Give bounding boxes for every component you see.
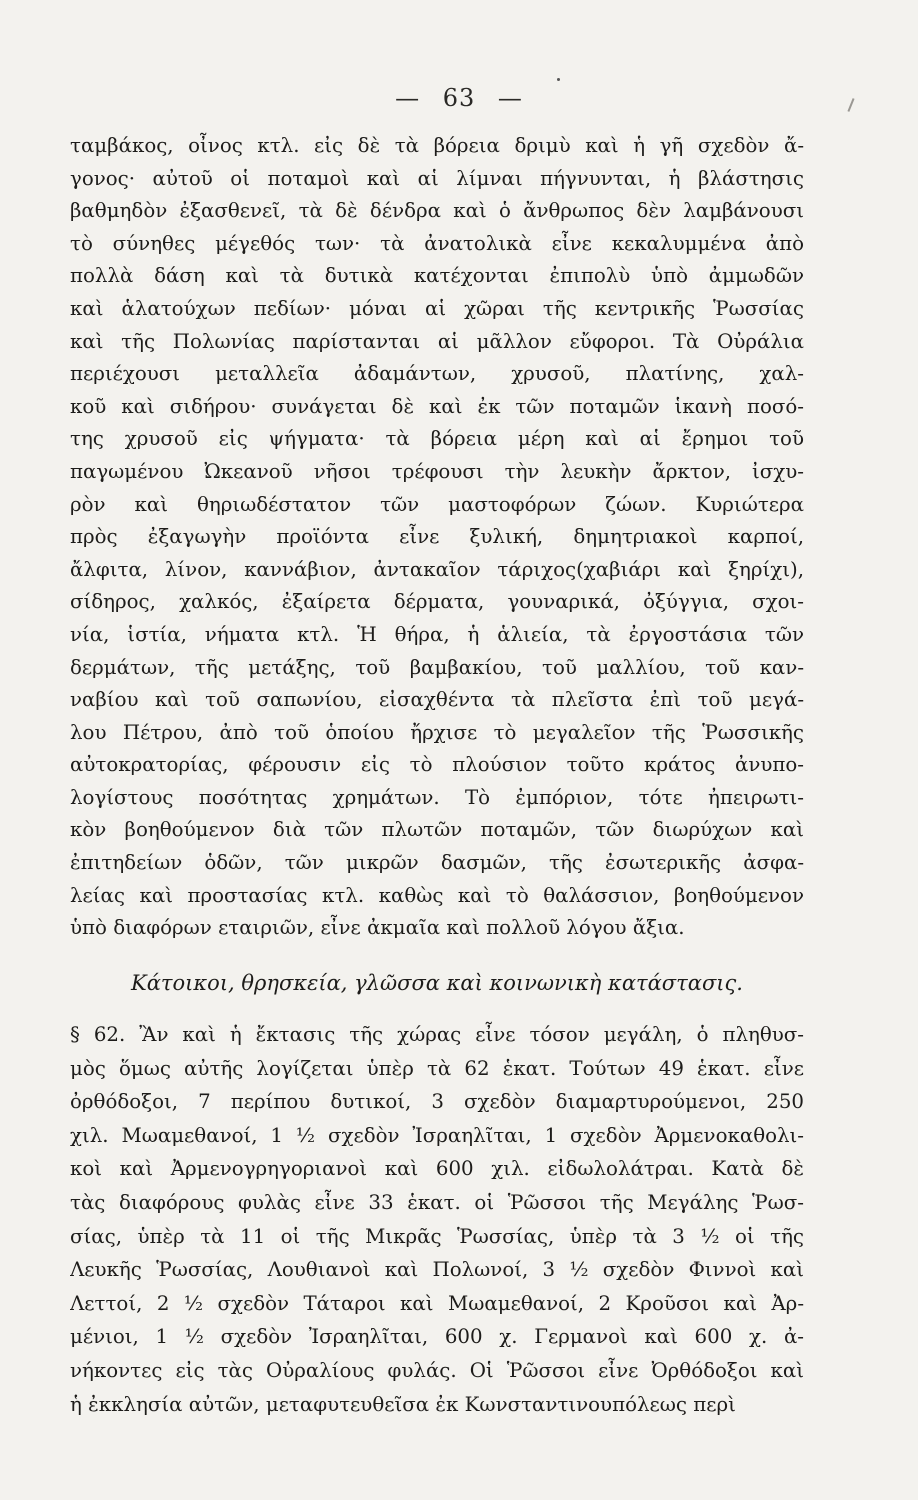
text-line: μένιοι, 1 ½ σχεδὸν Ἰσραηλῖται, 600 χ. Γερμανοὶ καὶ 600 χ. ἀ- (70, 1325, 804, 1349)
text-line: νία, ἱστία, νήματα κτλ. Ἡ θήρα, ἡ ἁλιεία, τὰ ἐργοστάσια τῶν (70, 622, 804, 646)
text-line: δερμάτων, τῆς μετάξης, τοῦ βαμβακίου, τοῦ μαλλίου, τοῦ καν- (70, 655, 804, 679)
text-line: § 62. Ἂν καὶ ἡ ἔκτασις τῆς χώρας εἶνε τόσον μεγάλη, ὁ πληθυσ- (70, 1023, 804, 1046)
text-line: περιέχουσι μεταλλεῖα ἀδαμάντων, χρυσοῦ, πλατίνης, χαλ- (70, 362, 804, 386)
text-line: πολλὰ δάση καὶ τὰ δυτικὰ κατέχονται ἐπιπολὺ ὑπὸ ἀμμωδῶν (70, 264, 804, 288)
text-line: ρὸν καὶ θηριωδέστατον τῶν μαστοφόρων ζώων. Κυριώτερα (70, 492, 804, 516)
text-line: χιλ. Μωαμεθανοί, 1 ½ σχεδὸν Ἰσραηλῖται, 1 σχεδὸν Ἀρμενοκαθολι- (70, 1123, 804, 1147)
text-line: νήκοντες εἰς τὰς Οὐραλίους φυλάς. Οἱ Ῥῶσσοι εἶνε Ὀρθόδοξοι καὶ (70, 1358, 804, 1382)
text-line: πρὸς ἐξαγωγὴν προϊόντα εἶνε ξυλική, δημητριακοὶ καρποί, (70, 525, 804, 549)
page-number: 63 (442, 84, 476, 112)
header-dash-left: — (395, 84, 421, 112)
text-line: ὀρθόδοξοι, 7 περίπου δυτικοί, 3 σχεδὸν διαμαρτυρούμενοι, 250 (70, 1090, 804, 1114)
text-line: σίδηρος, χαλκός, ἐξαίρετα δέρματα, γουναρικά, ὀξύγγια, σχοι- (70, 590, 804, 614)
text-line: λου Πέτρου, ἀπὸ τοῦ ὁποίου ἤρχισε τὸ μεγαλεῖον τῆς Ῥωσσικῆς (70, 720, 804, 744)
text-line: κοὶ καὶ Ἀρμενογρηγοριανοὶ καὶ 600 χιλ. εἰδωλολάτραι. Κατὰ δὲ (70, 1157, 804, 1181)
page-number-header (0, 84, 918, 112)
text-line: τὰς διαφόρους φυλὰς εἶνε 33 ἑκατ. οἱ Ῥῶσσοι τῆς Μεγάλης Ῥωσ- (70, 1190, 804, 1214)
section-heading: Κάτοικοι, θρησκεία, γλῶσσα καὶ κοινωνικὴ κατάστασις. (131, 971, 743, 995)
header-dash-right: — (497, 84, 523, 112)
paragraph-main-text (70, 130, 804, 945)
text-line: καὶ ἁλατούχων πεδίων· μόναι αἱ χῶραι τῆς κεντρικῆς Ῥωσσίας (70, 296, 804, 320)
text-line: γονος· αὐτοῦ οἱ ποταμοὶ καὶ αἱ λίμναι πήγνυνται, ἡ βλάστησις (70, 166, 804, 190)
text-line: ἄλφιτα, λίνον, καννάβιον, ἀντακαῖον τάριχος(χαβιάρι καὶ ξηρίχι), (70, 557, 804, 581)
text-line: μὸς ὅμως αὐτῆς λογίζεται ὑπὲρ τὰ 62 ἑκατ. Τούτων 49 ἑκατ. εἶνε (70, 1056, 804, 1080)
text-line: ναβίου καὶ τοῦ σαπωνίου, εἰσαχθέντα τὰ πλεῖστα ἐπὶ τοῦ μεγά- (70, 688, 804, 712)
text-line: της χρυσοῦ εἰς ψήγματα· τὰ βόρεια μέρη καὶ αἱ ἔρημοι τοῦ (70, 427, 804, 451)
text-line: ἐπιτηδείων ὁδῶν, τῶν μικρῶν δασμῶν, τῆς ἐσωτερικῆς ἀσφα- (70, 851, 804, 875)
text-line: αὐτοκρατορίας, φέρουσιν εἰς τὸ πλούσιον τοῦτο κράτος ἀνυπο- (70, 753, 804, 777)
text-line: βαθμηδὸν ἐξασθενεῖ, τὰ δὲ δένδρα καὶ ὁ ἄνθρωπος δὲν λαμβάνουσι (70, 199, 804, 223)
text-line: τὸ σύνηθες μέγεθός των· τὰ ἀνατολικὰ εἶνε κεκαλυμμένα ἀπὸ (70, 231, 804, 255)
text-line: καὶ τῆς Πολωνίας παρίστανται αἱ μᾶλλον εὔφοροι. Τὰ Οὐράλια (70, 329, 804, 353)
text-line: ταμβάκος, οἶνος κτλ. εἰς δὲ τὰ βόρεια δριμὺ καὶ ἡ γῆ σχεδὸν ἄ- (70, 134, 804, 157)
text-line: ἡ ἐκκλησία αὐτῶν, μεταφυτευθεῖσα ἐκ Κωνσταντινουπόλεως περὶ (70, 1392, 736, 1416)
text-line: λείας καὶ προστασίας κτλ. καθὼς καὶ τὸ θαλάσσιον, βοηθούμενον (70, 883, 804, 907)
text-line: σίας, ὑπὲρ τὰ 11 οἱ τῆς Μικρᾶς Ῥωσσίας, ὑπὲρ τὰ 3 ½ οἱ τῆς (70, 1224, 804, 1248)
text-line: λογίστους ποσότητας χρημάτων. Τὸ ἐμπόριον, τότε ἠπειρωτι- (70, 785, 804, 809)
text-line: κοῦ καὶ σιδήρου· συνάγεται δὲ καὶ ἐκ τῶν ποταμῶν ἱκανὴ ποσό- (70, 394, 804, 418)
text-line: ὑπὸ διαφόρων εταιριῶν, εἶνε ἀκμαῖα καὶ πολλοῦ λόγου ἄξια. (70, 916, 685, 940)
text-line: Λευκῆς Ῥωσσίας, Λουθιανοὶ καὶ Πολωνοί, 3 ½ σχεδὸν Φιννοὶ καὶ (70, 1258, 804, 1282)
text-line: κὸν βοηθούμενον διὰ τῶν πλωτῶν ποταμῶν, τῶν διωρύχων καὶ (70, 818, 804, 842)
paragraph-section-62 (70, 1018, 804, 1421)
ink-speck (557, 78, 560, 81)
text-line: παγωμένου Ὠκεανοῦ νῆσοι τρέφουσι τὴν λευκὴν ἄρκτον, ἰσχυ- (70, 459, 804, 483)
text-line: Λεττοί, 2 ½ σχεδὸν Τάταροι καὶ Μωαμεθανοί, 2 Κροῦσοι καὶ Ἀρ- (70, 1291, 804, 1315)
